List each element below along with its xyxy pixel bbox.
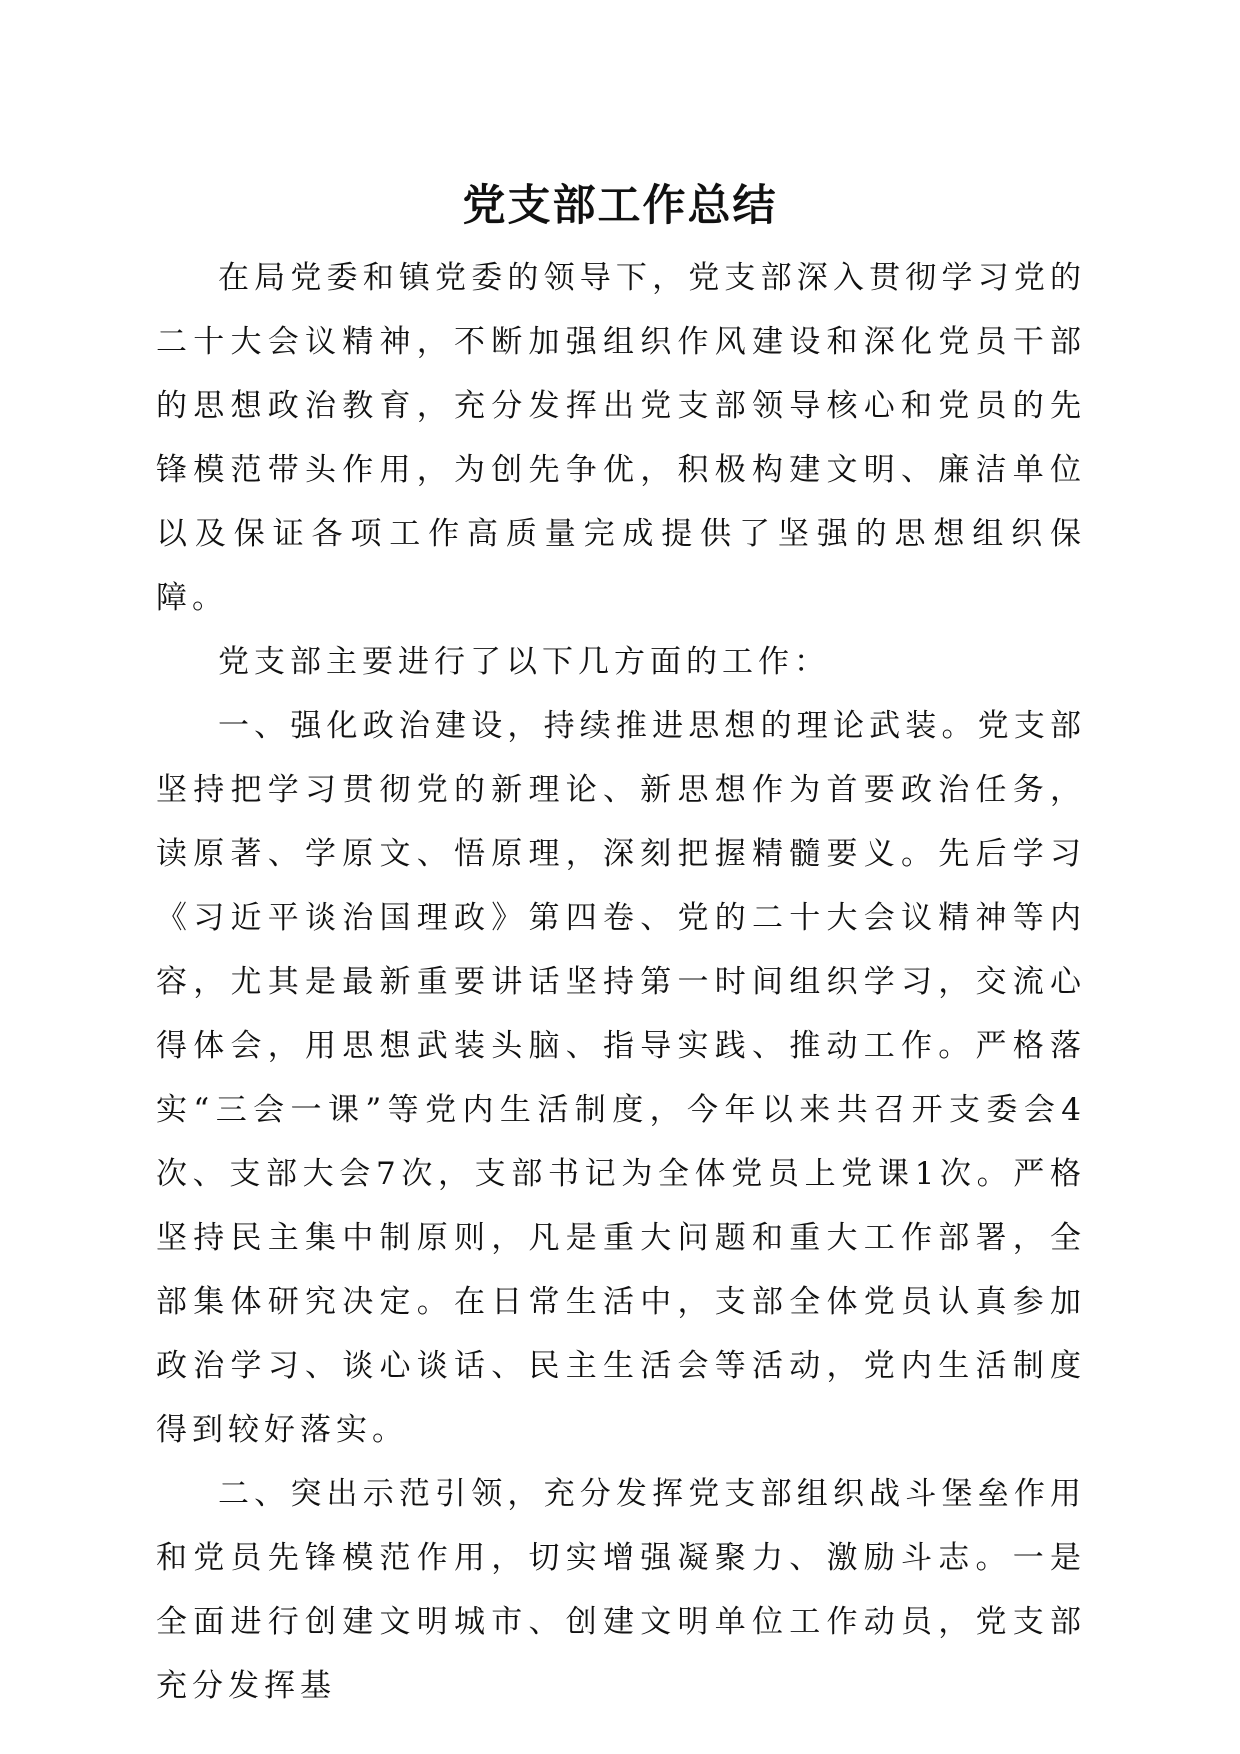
paragraph-section-two: 二、突出示范引领，充分发挥党支部组织战斗堡垒作用和党员先锋模范作用，切实增强凝聚力、激励斗志。一是全面进行创建文明城市、创建文明单位工作动员，党支部充分发挥基 xyxy=(156,1476,1086,1704)
document-body xyxy=(156,246,1086,1718)
paragraph-section-one: 一、强化政治建设，持续推进思想的理论武装。党支部坚持把学习贯彻党的新理论、新思想作为首要政治任务，读原著、学原文、悟原理，深刻把握精髓要义。先后学习《习近平谈治国理政》第四卷、党的二十大会议精神等内容，尤其是最新重要讲话坚持第一时间组织学习，交流心得体会，用思想武装头脑、指导实践、推动工作。严格落实“三会一课”等党内生活制度，今年以来共召开支委会4次、支部大会7次，支部书记为全体党员上党课1次。严格坚持民主集中制原则，凡是重大问题和重大工作部署，全部集体研究决定。在日常生活中，支部全体党员认真参加政治学习、谈心谈话、民主生活会等活动，党内生活制度得到较好落实。 xyxy=(156,708,1086,1448)
document-title: 党支部工作总结 xyxy=(462,181,778,231)
paragraph-work-overview: 党支部主要进行了以下几方面的工作： xyxy=(218,644,830,680)
paragraph-intro: 在局党委和镇党委的领导下，党支部深入贯彻学习党的二十大会议精神，不断加强组织作风建设和深化党员干部的思想政治教育，充分发挥出党支部领导核心和党员的先锋模范带头作用，为创先争优，积极构建文明、廉洁单位以及保证各项工作高质量完成提供了坚强的思想组织保障。 xyxy=(156,260,1086,616)
